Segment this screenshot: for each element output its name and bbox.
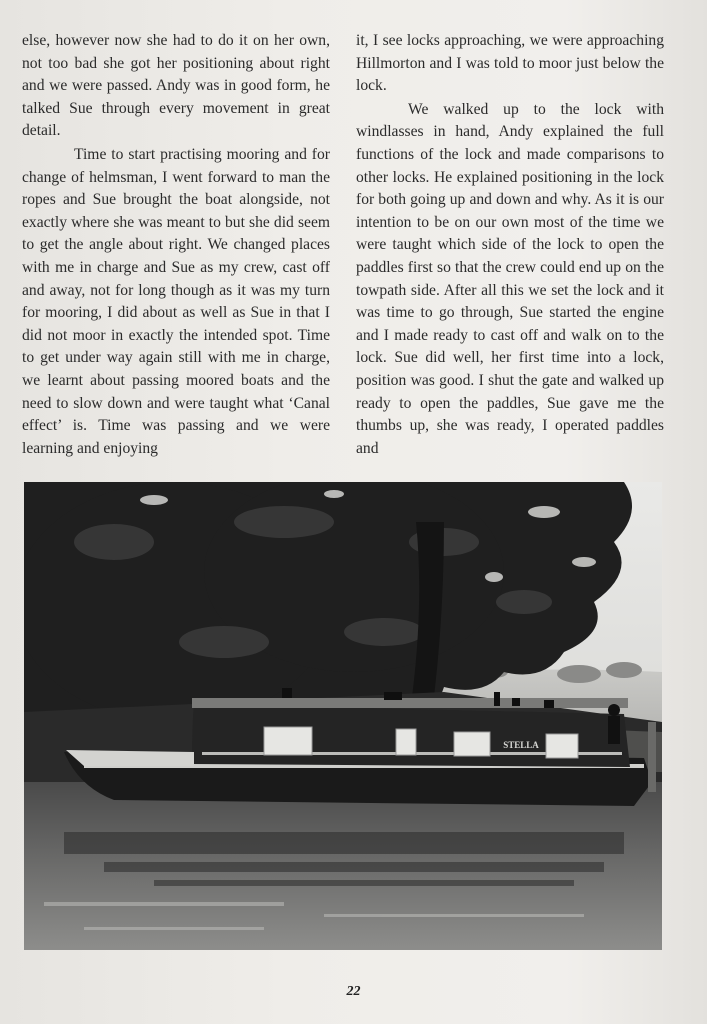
right-paragraph-2: We walked up to the lock with windlasses in hand, Andy explained the full functions of the lock and made comparisons to other locks. He explained positioning in the lock for both going up and down and why. As it is our intention to be on our own most of the time we were taught which side of the lock to open the paddles first so that the crew could end up on the towpath side. After all this we set the lock and it was time to go through, Sue started the engine and I made ready to cast off and walk on to the lock. Sue did well, her first time into a lock, position was good. I shut the gate and walked up ready to open the paddles, Sue gave me the thumbs up, she was ready, I operated paddles and xyxy=(356,100,664,457)
boat-name-label: STELLA xyxy=(503,740,539,750)
boat-bow xyxy=(66,750,194,766)
right-text-column xyxy=(356,30,664,460)
right-paragraph-1: it, I see locks approaching, we were approaching Hillmorton and I was told to moor just below the lock. xyxy=(356,32,664,95)
mooring-post xyxy=(648,722,656,792)
narrowboat-photo xyxy=(24,482,662,950)
helmsman-figure xyxy=(608,704,620,744)
left-paragraph-1: else, however now she had to do it on her own, not too bad she got her positioning about right and we were passed. Andy was in good form, he talked Sue through every movement in great detail. xyxy=(22,32,330,140)
boat-roof xyxy=(192,698,628,708)
left-text-column xyxy=(22,30,330,460)
left-paragraph-2: Time to start practising mooring and for change of helmsman, I went forward to man the ropes and Sue brought the boat alongside, not exactly where she was meant to but she did seem to get the angle about right. We changed places with me in charge and Sue as my crew, cast off and away, not for long though as it was my turn for mooring, I did about as well as Sue in that I did not moor in exactly the intended spot. Time to get under way again still with me in charge, we learnt about passing moored boats and the need to slow down and were taught what ‘Canal effect’ is. Time was passing and we were learning and enjoying xyxy=(22,145,330,457)
page-number: 22 xyxy=(346,984,361,999)
